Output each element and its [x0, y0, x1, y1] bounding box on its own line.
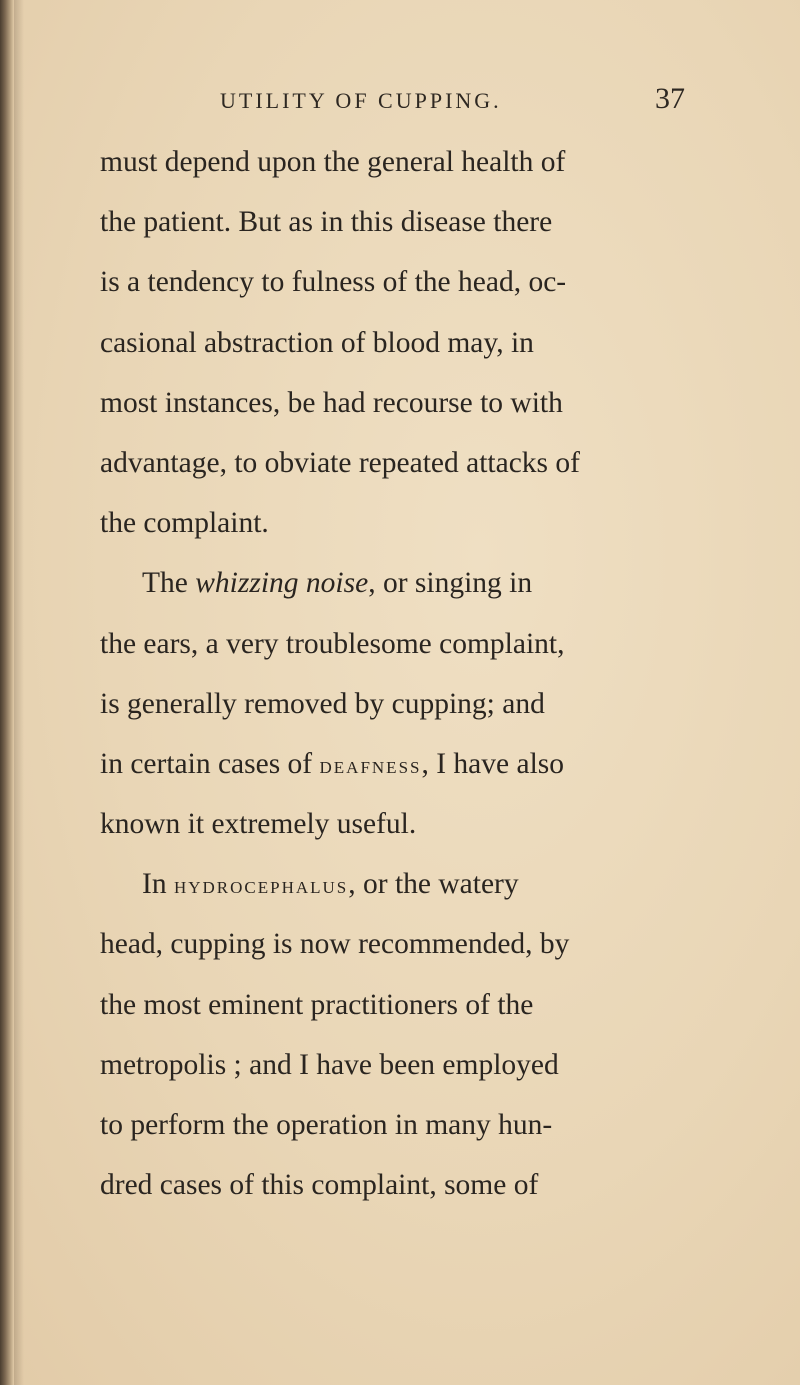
text-line: dred cases of this complaint, some of	[100, 1169, 539, 1202]
body-text	[100, 132, 780, 1215]
text-line	[100, 854, 780, 914]
text-line: to perform the operation in many hun-	[100, 1109, 553, 1141]
gutter-shadow	[14, 0, 24, 1385]
small-caps-term: deafness	[319, 752, 422, 779]
italic-term: whizzing noise	[195, 567, 369, 600]
running-head: UTILITY OF CUPPING.	[220, 88, 502, 113]
text-line: the complaint.	[100, 507, 269, 540]
text-line: the ears, a very troublesome complaint,	[100, 627, 565, 660]
line-text: , I have also	[421, 747, 565, 780]
text-line: most instances, be had recourse to with	[100, 386, 563, 419]
text-line: is a tendency to fulness of the head, oc-	[100, 266, 567, 299]
book-spine	[0, 0, 14, 1385]
text-line: known it extremely useful.	[100, 808, 417, 841]
text-line: metropolis ; and I have been employed	[100, 1048, 559, 1081]
text-line: must depend upon the general health of	[100, 146, 566, 178]
line-text: in certain cases of	[100, 747, 320, 780]
text-line: is generally removed by cupping; and	[100, 687, 545, 720]
line-text: , or singing in	[368, 567, 533, 600]
line-text: The	[142, 567, 196, 600]
text-line: the most eminent practitioners of the	[100, 988, 534, 1021]
line-text: , or the watery	[348, 868, 519, 901]
page-number: 37	[655, 82, 685, 115]
text-line: casional abstraction of blood may, in	[100, 326, 534, 359]
text-line	[100, 734, 780, 794]
small-caps-term: hydrocephalus	[173, 873, 349, 900]
text-line: advantage, to obviate repeated attacks of	[100, 446, 580, 479]
line-text: In	[142, 868, 174, 901]
page-header	[0, 82, 800, 122]
text-line: the patient. But as in this disease there	[100, 206, 553, 239]
text-line: head, cupping is now recommended, by	[100, 928, 570, 961]
text-line	[100, 553, 780, 613]
